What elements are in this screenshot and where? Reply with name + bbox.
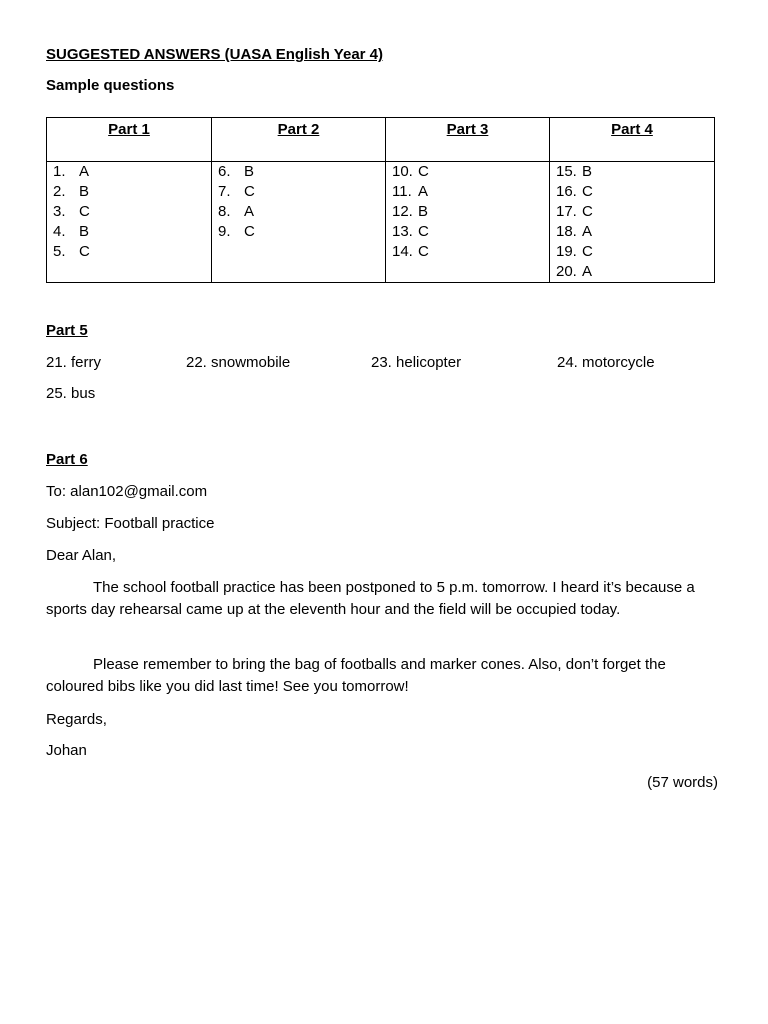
part5-answer: 23. helicopter [371,354,462,371]
question-number: 17. [556,203,577,220]
answer-letter: C [79,203,90,220]
table-row [47,162,715,183]
question-number: 14. [392,243,413,260]
answer-cell [550,262,715,283]
answer-cell [212,202,386,222]
answer-letter: A [582,263,593,280]
word-count: (57 words) [647,774,718,791]
answer-letter: C [418,243,429,260]
answer-cell [550,222,715,242]
email-paragraph-2: Please remember to bring the bag of footballs and marker cones. Also, don’t forget the coloured bibs like you did last time! See you tomorrow! [46,656,666,695]
table-row [47,182,715,202]
question-number: 12. [392,203,413,220]
document-title: SUGGESTED ANSWERS (UASA English Year 4) [46,46,384,63]
answer-cell [386,202,550,222]
answer-letter: C [244,223,255,240]
question-number: 20. [556,263,577,280]
answer-cell [47,262,212,283]
answer-table [46,117,715,283]
answer-cell [550,202,715,222]
answer-letter: C [582,243,593,260]
question-number: 2. [53,183,66,200]
answer-letter: B [244,163,255,180]
part6-heading: Part 6 [46,451,88,468]
answer-cell [212,222,386,242]
answer-cell [550,162,715,183]
answer-letter: B [79,183,90,200]
answer-cell [212,262,386,283]
part5-answer: 25. bus [46,385,96,402]
table-row [47,222,715,242]
question-number: 19. [556,243,577,260]
answer-letter: A [418,183,429,200]
answer-cell [386,242,550,262]
answer-cell [47,242,212,262]
email-to: To: alan102@gmail.com [46,483,208,500]
answer-cell [386,182,550,202]
answer-letter: C [418,163,429,180]
answer-letter: C [244,183,255,200]
question-number: 4. [53,223,66,240]
question-number: 1. [53,163,66,180]
header-part-3: Part 3 [386,118,550,162]
table-header-row [47,118,715,162]
answer-cell [386,262,550,283]
answer-cell [212,162,386,183]
question-number: 9. [218,223,231,240]
answer-letter: C [582,203,593,220]
answer-cell [386,222,550,242]
question-number: 5. [53,243,66,260]
question-number: 15. [556,163,577,180]
answer-letter: B [79,223,90,240]
part5-answer: 21. ferry [46,354,102,371]
answer-letter: A [79,163,90,180]
question-number: 6. [218,163,231,180]
email-closing: Regards, [46,711,107,728]
answer-letter: A [582,223,593,240]
answer-cell [47,202,212,222]
email-subject: Subject: Football practice [46,515,215,532]
answer-cell [550,182,715,202]
answer-cell [47,162,212,183]
question-number: 10. [392,163,413,180]
answer-letter: B [418,203,429,220]
question-number: 13. [392,223,413,240]
part5-answer: 24. motorcycle [557,354,655,371]
question-number: 8. [218,203,231,220]
table-row [47,242,715,262]
table-row [47,262,715,283]
answer-letter: A [244,203,255,220]
header-part-2: Part 2 [212,118,386,162]
email-paragraph-1: The school football practice has been postponed to 5 p.m. tomorrow. I heard it’s because a sports day rehearsal came up at the eleventh hour and the field will be occupied today. [46,579,695,618]
header-part-1: Part 1 [47,118,212,162]
answer-cell [386,162,550,183]
part5-heading: Part 5 [46,322,88,339]
answer-cell [47,182,212,202]
question-number: 3. [53,203,66,220]
header-part-4: Part 4 [550,118,715,162]
answer-letter: C [418,223,429,240]
question-number: 11. [392,183,412,200]
section-subtitle: Sample questions [46,77,175,94]
question-number: 7. [218,183,231,200]
answer-letter: C [582,183,593,200]
answer-cell [212,242,386,262]
answer-letter: B [582,163,593,180]
table-row [47,202,715,222]
question-number: 18. [556,223,577,240]
email-greeting: Dear Alan, [46,547,117,564]
answer-cell [550,242,715,262]
question-number: 16. [556,183,577,200]
email-signature: Johan [46,742,87,759]
answer-cell [47,222,212,242]
answer-cell [212,182,386,202]
part5-answer: 22. snowmobile [186,354,291,371]
answer-letter: C [79,243,90,260]
